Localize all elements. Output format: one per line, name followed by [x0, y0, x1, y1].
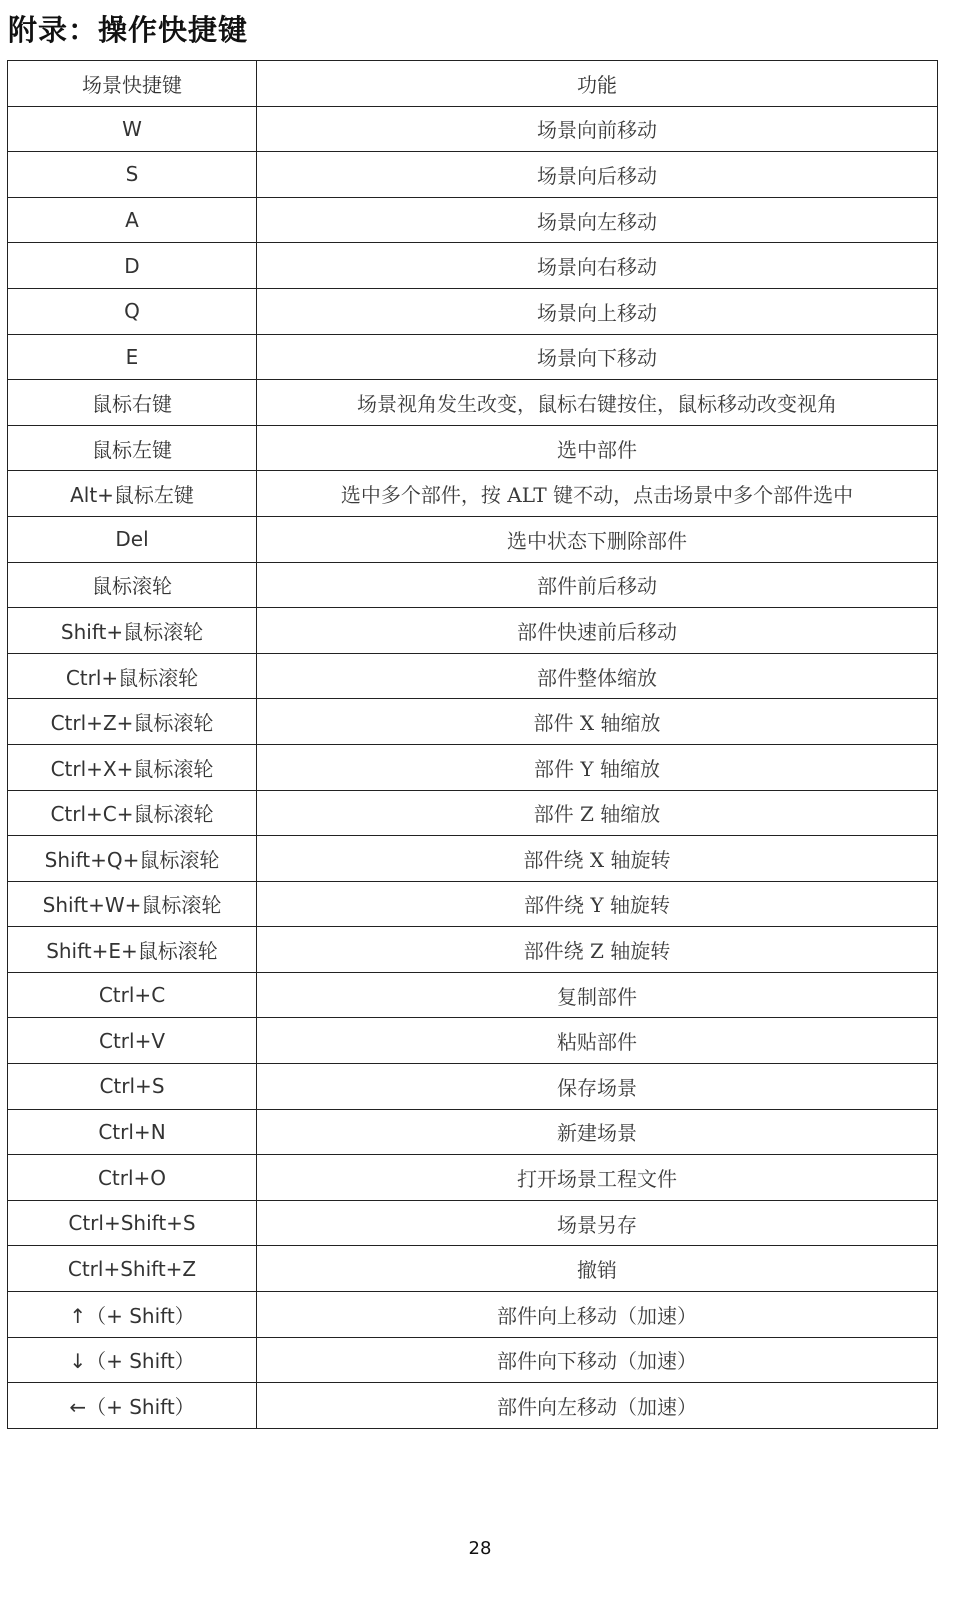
page-title: 附录：操作快捷键 — [8, 13, 249, 47]
shortcut-function-cell: 场景向后移动 — [257, 152, 938, 198]
shortcut-key-cell: Shift+Q+鼠标滚轮 — [8, 836, 257, 882]
table-row — [8, 836, 938, 882]
shortcut-function-cell: 场景向上移动 — [257, 288, 938, 334]
shortcut-function-cell: 选中状态下删除部件 — [257, 516, 938, 562]
shortcut-key-cell: Ctrl+S — [8, 1064, 257, 1110]
shortcut-function-cell: 部件整体缩放 — [257, 653, 938, 699]
shortcut-function-cell: 部件向上移动（加速） — [257, 1292, 938, 1338]
shortcut-key-cell: Ctrl+O — [8, 1155, 257, 1201]
shortcut-key-cell: Ctrl+鼠标滚轮 — [8, 653, 257, 699]
shortcut-key-cell: Shift+W+鼠标滚轮 — [8, 881, 257, 927]
header-function: 功能 — [257, 61, 938, 107]
shortcut-function-cell: 部件绕 Y 轴旋转 — [257, 881, 938, 927]
shortcut-function-cell: 打开场景工程文件 — [257, 1155, 938, 1201]
shortcut-key-cell: Shift+鼠标滚轮 — [8, 608, 257, 654]
table-row — [8, 790, 938, 836]
shortcut-function-cell: 部件 X 轴缩放 — [257, 699, 938, 745]
shortcut-key-cell: Shift+E+鼠标滚轮 — [8, 927, 257, 973]
table-row — [8, 1155, 938, 1201]
table-row — [8, 1109, 938, 1155]
shortcut-key-cell: Ctrl+Shift+Z — [8, 1246, 257, 1292]
shortcut-function-cell: 撤销 — [257, 1246, 938, 1292]
table-row — [8, 334, 938, 380]
shortcut-function-cell: 粘贴部件 — [257, 1018, 938, 1064]
table-row — [8, 380, 938, 426]
table-row — [8, 653, 938, 699]
shortcut-key-cell: 鼠标右键 — [8, 380, 257, 426]
table-row — [8, 288, 938, 334]
shortcut-key-cell: W — [8, 106, 257, 152]
table-row — [8, 1383, 938, 1429]
shortcut-function-cell: 部件向左移动（加速） — [257, 1383, 938, 1429]
shortcut-key-cell: 鼠标滚轮 — [8, 562, 257, 608]
shortcut-function-cell: 保存场景 — [257, 1064, 938, 1110]
shortcut-key-cell: Ctrl+N — [8, 1109, 257, 1155]
shortcut-key-cell: Del — [8, 516, 257, 562]
shortcut-function-cell: 场景向下移动 — [257, 334, 938, 380]
page-number: 28 — [468, 1538, 492, 1559]
table-row — [8, 197, 938, 243]
table-row — [8, 608, 938, 654]
shortcut-function-cell: 场景视角发生改变，鼠标右键按住，鼠标移动改变视角 — [257, 380, 938, 426]
shortcut-function-cell: 选中部件 — [257, 425, 938, 471]
shortcut-key-cell: Ctrl+X+鼠标滚轮 — [8, 744, 257, 790]
table-header-row — [8, 61, 938, 107]
table-row — [8, 562, 938, 608]
shortcut-key-cell: Ctrl+V — [8, 1018, 257, 1064]
shortcut-key-cell: Ctrl+C+鼠标滚轮 — [8, 790, 257, 836]
shortcut-key-cell: S — [8, 152, 257, 198]
shortcut-function-cell: 部件绕 X 轴旋转 — [257, 836, 938, 882]
shortcut-function-cell: 场景向前移动 — [257, 106, 938, 152]
shortcut-function-cell: 部件向下移动（加速） — [257, 1337, 938, 1383]
shortcut-key-cell: ←（+ Shift） — [8, 1383, 257, 1429]
table-row — [8, 1200, 938, 1246]
table-row — [8, 471, 938, 517]
table-row — [8, 881, 938, 927]
shortcut-table — [7, 60, 938, 1429]
shortcut-key-cell: E — [8, 334, 257, 380]
shortcut-key-cell: 鼠标左键 — [8, 425, 257, 471]
table-row — [8, 425, 938, 471]
table-row — [8, 1064, 938, 1110]
shortcut-function-cell: 部件 Z 轴缩放 — [257, 790, 938, 836]
shortcut-function-cell: 部件 Y 轴缩放 — [257, 744, 938, 790]
table-row — [8, 1337, 938, 1383]
table-row — [8, 243, 938, 289]
shortcut-key-cell: ↑（+ Shift） — [8, 1292, 257, 1338]
shortcut-function-cell: 复制部件 — [257, 972, 938, 1018]
table-row — [8, 1018, 938, 1064]
shortcut-key-cell: D — [8, 243, 257, 289]
table-row — [8, 972, 938, 1018]
shortcut-function-cell: 选中多个部件，按 ALT 键不动，点击场景中多个部件选中 — [257, 471, 938, 517]
shortcut-function-cell: 场景向左移动 — [257, 197, 938, 243]
shortcut-key-cell: ↓（+ Shift） — [8, 1337, 257, 1383]
shortcut-function-cell: 部件快速前后移动 — [257, 608, 938, 654]
shortcut-function-cell: 场景向右移动 — [257, 243, 938, 289]
shortcut-function-cell: 场景另存 — [257, 1200, 938, 1246]
table-row — [8, 1246, 938, 1292]
shortcut-function-cell: 部件前后移动 — [257, 562, 938, 608]
shortcut-key-cell: Ctrl+Shift+S — [8, 1200, 257, 1246]
table-row — [8, 516, 938, 562]
table-row — [8, 927, 938, 973]
shortcut-key-cell: A — [8, 197, 257, 243]
table-row — [8, 106, 938, 152]
shortcut-key-cell: Q — [8, 288, 257, 334]
table-row — [8, 744, 938, 790]
shortcut-key-cell: Ctrl+C — [8, 972, 257, 1018]
table-row — [8, 1292, 938, 1338]
shortcut-key-cell: Alt+鼠标左键 — [8, 471, 257, 517]
shortcut-key-cell: Ctrl+Z+鼠标滚轮 — [8, 699, 257, 745]
shortcut-function-cell: 部件绕 Z 轴旋转 — [257, 927, 938, 973]
header-key: 场景快捷键 — [8, 61, 257, 107]
table-row — [8, 699, 938, 745]
table-row — [8, 152, 938, 198]
shortcut-function-cell: 新建场景 — [257, 1109, 938, 1155]
